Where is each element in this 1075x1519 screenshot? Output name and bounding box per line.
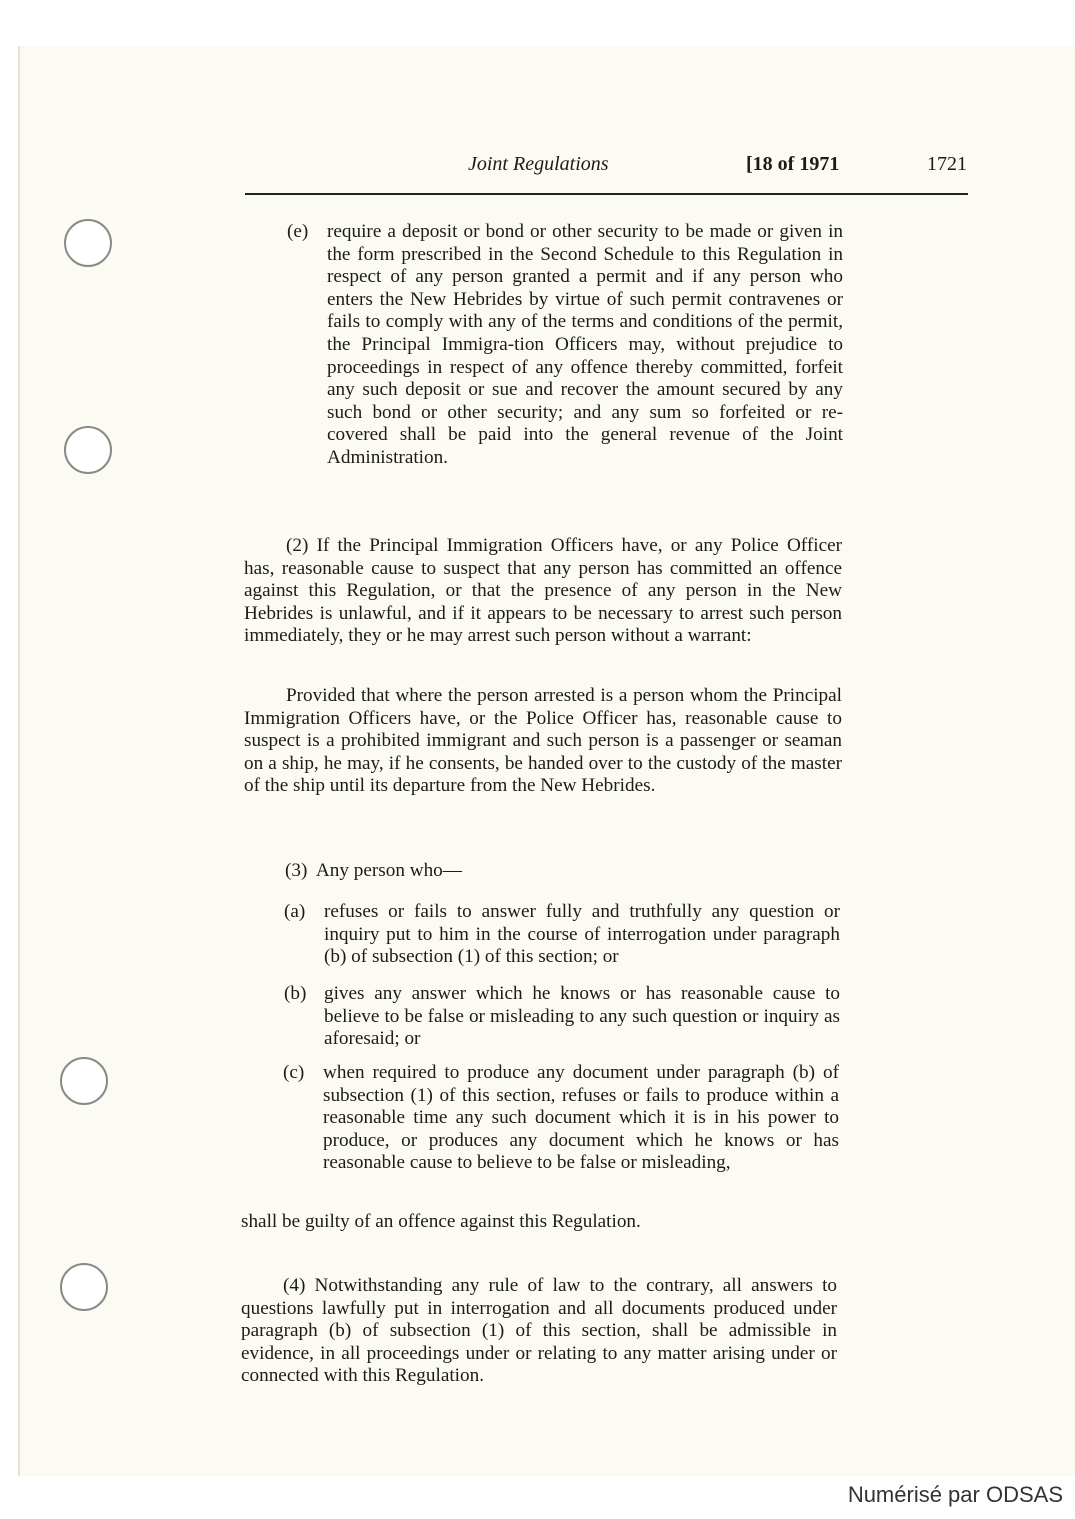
subsection-3-intro: Any person who— <box>315 860 462 881</box>
subsection-4-label: (4) <box>283 1275 306 1296</box>
item-c-label: (c) <box>283 1062 305 1083</box>
binder-hole <box>60 1263 108 1311</box>
subsection-3-closing: shall be guilty of an offence against this Regulation. <box>241 1211 641 1232</box>
subsection-3-label: (3) <box>285 860 308 881</box>
subsection-2-proviso: Provided that where the person arrested is a person whom the Principal Immigration Officers have, or the Police Officer has, reasonable cause to suspect is a prohibited immigrant and such person is a passenger or seaman on a ship, he may, if he consents, be handed over to the custody of the master of the ship until its departure from the New Hebrides. <box>244 685 842 797</box>
item-c-text: when required to produce any document under paragraph (b) of subsection (1) of this section, refuses or fails to produce within a reasonable time any such document which it is in his power to produce, or produces any document which he knows or has reasonable cause to believe to be false or misleading, <box>323 1062 839 1174</box>
subsection-2-text: If the Principal Immigration Officers have, or any Police Officer has, reasonable cause to suspect that any person has committed an offence against this Regulation, or that the presence of any person in the New Hebrides is unlawful, and if it appears to be necessary to arrest such person immediately, they or he may arrest such person without a warrant: <box>244 535 842 647</box>
item-a-text: refuses or fails to answer fully and truthfully any question or inquiry put to him in the course of interrogation under paragraph (b) of subsection (1) of this section; or <box>324 901 840 968</box>
item-b-label: (b) <box>284 983 307 1004</box>
subsection-4 <box>241 1275 837 1388</box>
running-title: Joint Regulations <box>468 153 609 175</box>
act-reference: [18 of 1971 <box>746 153 840 175</box>
subsection-2-label: (2) <box>286 535 309 556</box>
subsection-2 <box>244 535 842 648</box>
item-b-text: gives any answer which he knows or has reasonable cause to believe to be false or misleading to any such question or inquiry as aforesaid; or <box>324 983 840 1050</box>
header-rule <box>245 193 968 195</box>
paragraph-e-label: (e) <box>287 221 309 242</box>
subsection-4-text: Notwithstanding any rule of law to the contrary, all answers to questions lawfully put in interrogation and all documents produced under paragraph (b) of subsection (1) of this section, shall be admissible in evidence, in all proceedings under or relating to any matter arising under or connected with this Regulation. <box>241 1275 838 1387</box>
binder-hole <box>60 1057 108 1105</box>
paragraph-e-text: require a deposit or bond or other security to be made or given in the form prescribed in the Second Schedule to this Regulation in respect of any person granted a permit and if any person who enters the New Hebrides by virtue of such permit contravenes or fails to comply with any of the terms and conditions of the permit, the Principal Immigra-tion Officers may, without prejudice to proceedings in respect of any offence thereby committed, forfeit any such deposit or sue and recover the amount secured by any such bond or other security; and any sum so forfeited or re-covered shall be paid into the general revenue of the Joint Administration. <box>327 221 843 468</box>
binder-hole <box>64 219 112 267</box>
subsection-3 <box>285 860 462 883</box>
item-a-label: (a) <box>284 901 306 922</box>
page-number: 1721 <box>927 153 967 175</box>
binder-hole <box>64 426 112 474</box>
digitization-credit: Numérisé par ODSAS <box>847 1482 1063 1507</box>
